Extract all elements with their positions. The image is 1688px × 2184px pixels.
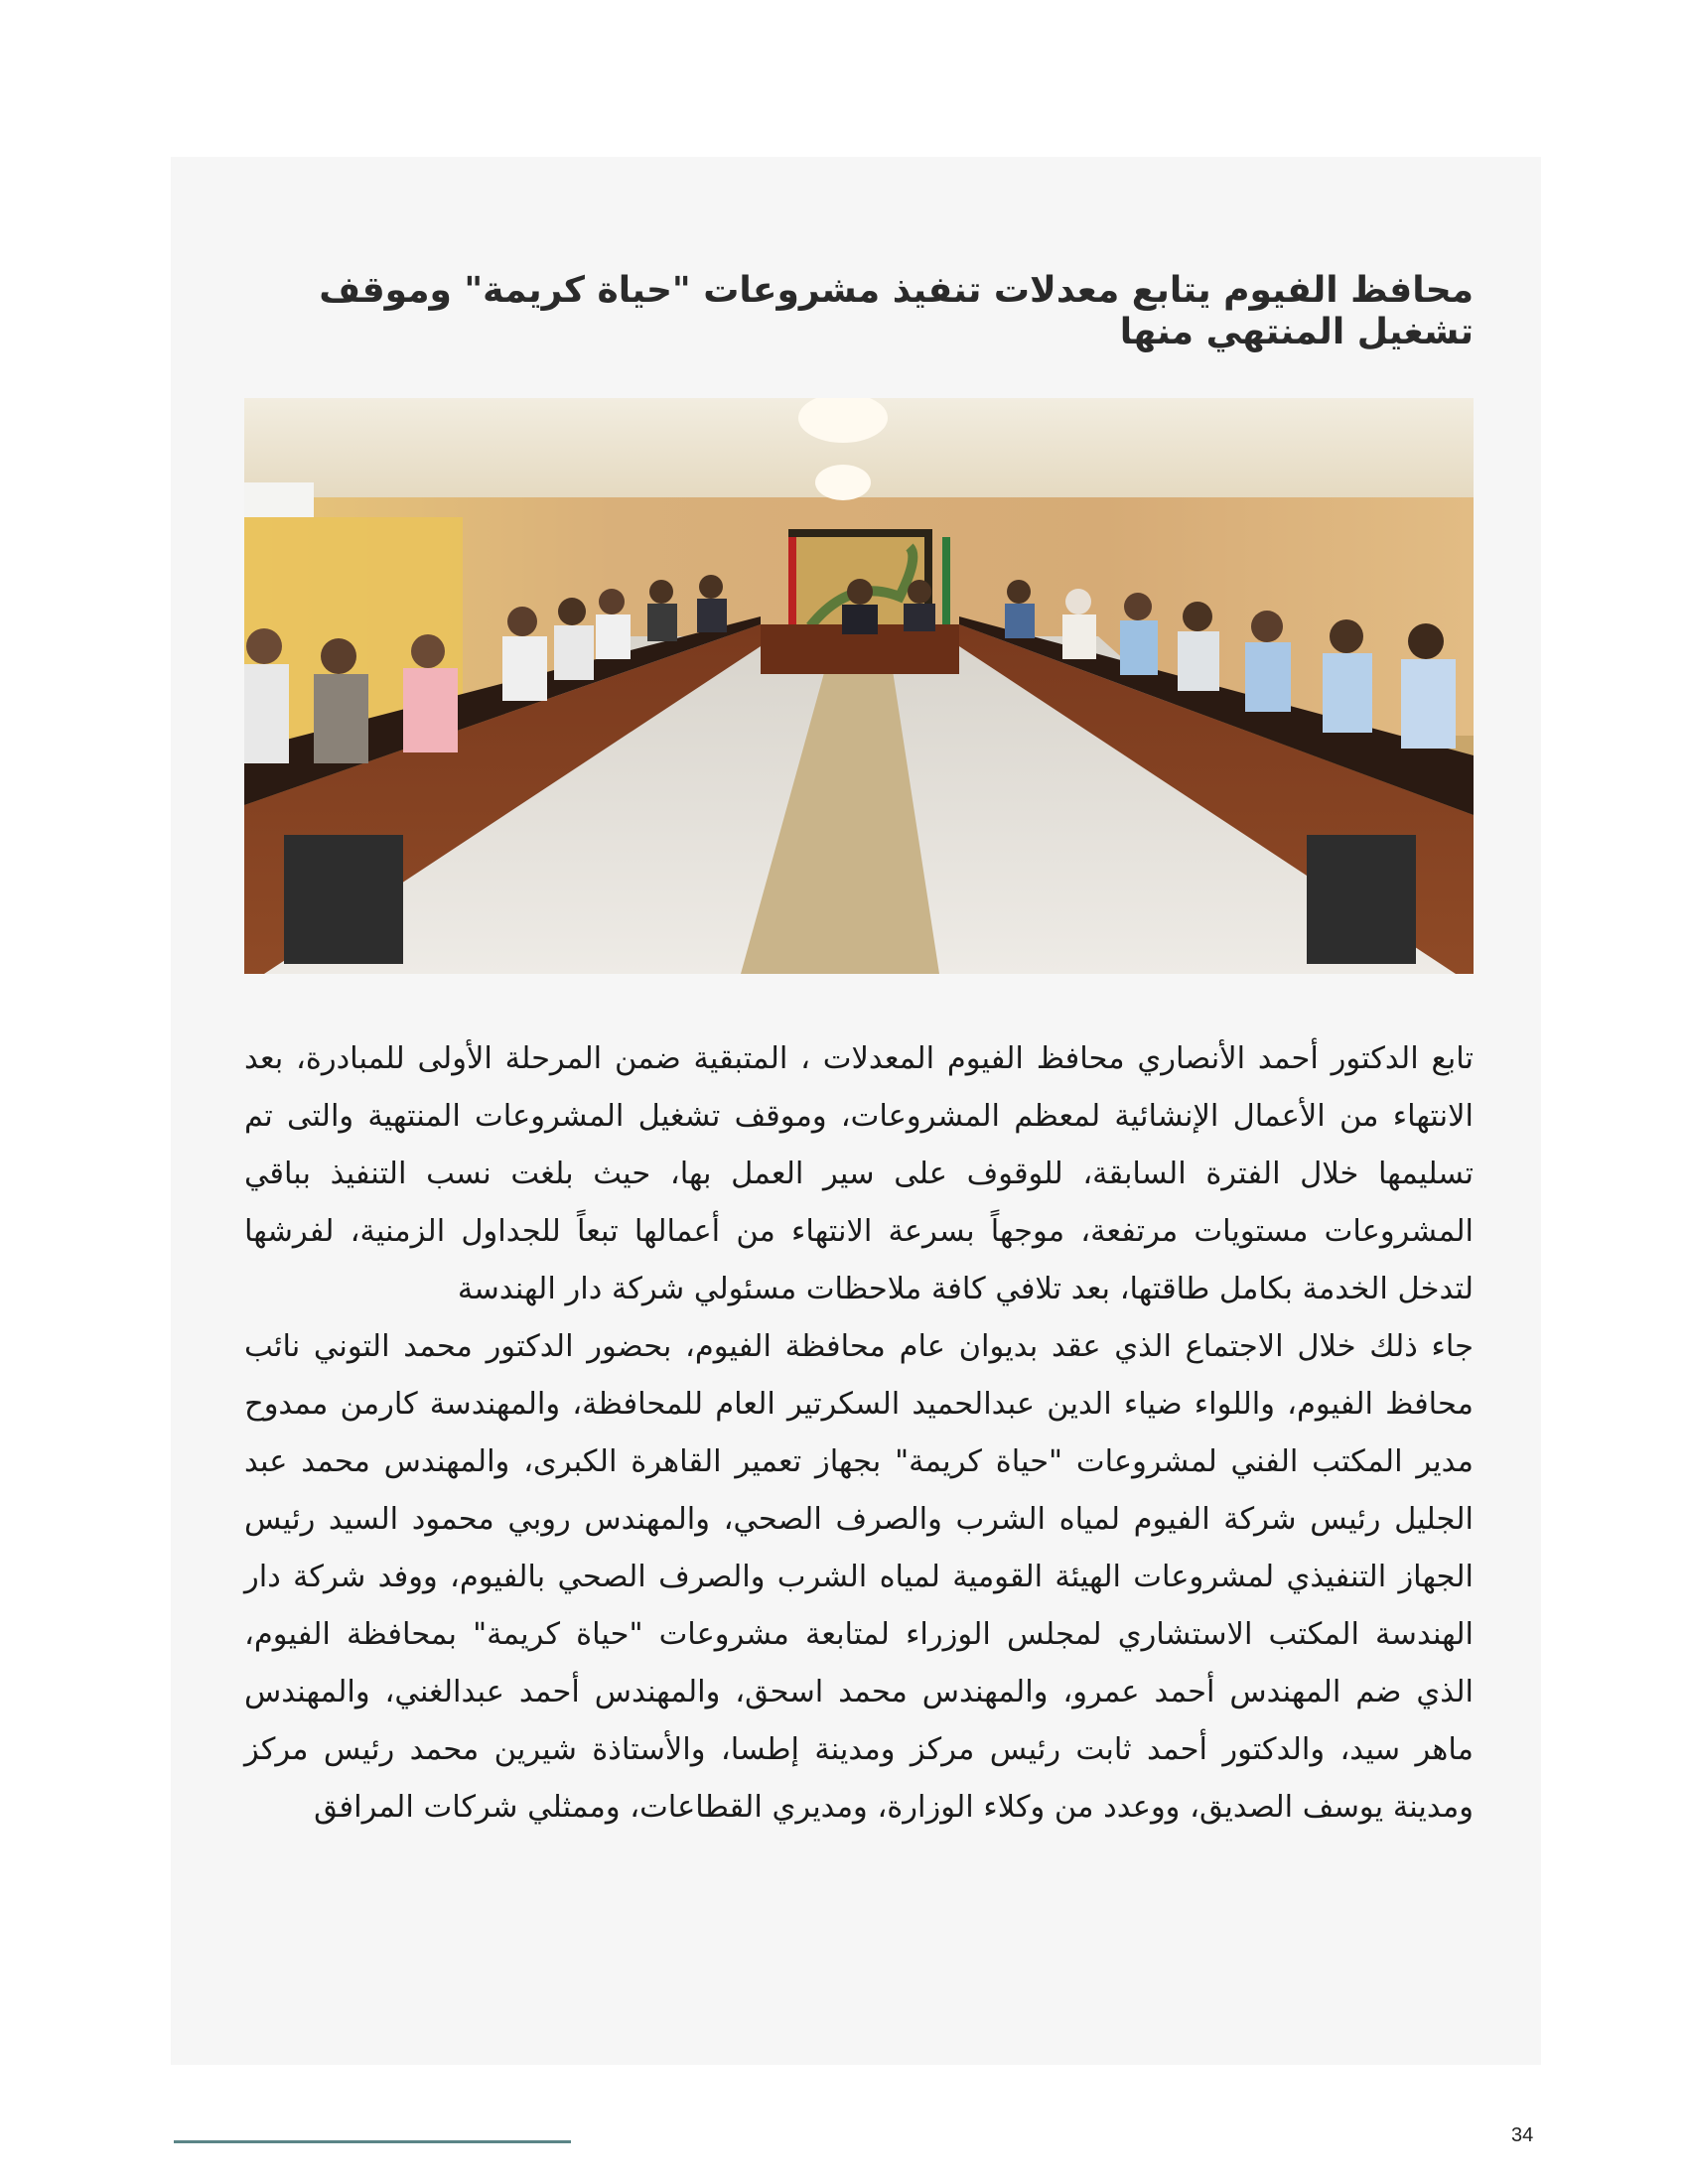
article-paragraph: جاء ذلك خلال الاجتماع الذي عقد بديوان عام محافظة الفيوم، بحضور الدكتور محمد التوني نائب محافظ الفيوم، واللواء ضياء الدين عبدالحميد السكرتير العام للمحافظة، والمهندسة كارمن ممدوح مدير المكتب الفني لمشروعات "حياة كريمة" بجهاز تعمير القاهرة الكبرى، والمهندس محمد عبد الجليل رئيس شركة الفيوم لمياه الشرب والصرف الصحي، والمهندس روبي محمود السيد رئيس الجهاز التنفيذي لمشروعات الهيئة القومية لمياه الشرب والصرف الصحي بالفيوم، ووفد شركة دار الهندسة المكتب الاستشاري لمجلس الوزراء لمتابعة مشروعات "حياة كريمة" بمحافظة الفيوم، الذي ضم المهندس أحمد عمرو، والمهندس محمد اسحق، والمهندس أحمد عبدالغني، والمهندس ماهر سيد، والدكتور أحمد ثابت رئيس مركز ومدينة إطسا، والأستاذة شيرين محمد رئيس مركز ومدينة يوسف الصديق، ووعدد من وكلاء الوزارة، ومديري القطاعات، وممثلي شركات المرافق: [244, 1329, 1474, 1825]
monitor: [284, 835, 403, 964]
meeting-photo-illustration: [244, 398, 1474, 974]
chairman: [847, 579, 873, 605]
article-title: محافظ الفيوم يتابع معدلات تنفيذ مشروعات "حياة كريمة" وموقف تشغيل المنتهي منها: [319, 270, 1474, 353]
article-paragraph: تابع الدكتور أحمد الأنصاري محافظ الفيوم المعدلات ، المتبقية ضمن المرحلة الأولى للمبادرة، بعد الانتهاء من الأعمال الإنشائية لمعظم المشروعات، وموقف تشغيل المشروعات المنتهية والتى تم تسليمها خلال الفترة السابقة، للوقوف على سير العمل بها، حيث بلغت نسب التنفيذ بباقي المشروعات مستويات مرتفعة، موجهاً بسرعة الانتهاء من أعمالها تبعاً للجداول الزمنية، لفرشها لتدخل الخدمة بكامل طاقتها، بعد تلافي كافة ملاحظات مسئولي شركة دار الهندسة: [244, 1041, 1474, 1306]
page-number: 34: [1511, 2124, 1534, 2146]
meeting-room-photo: [244, 398, 1474, 974]
ac-unit: [244, 482, 314, 517]
monitor: [1307, 835, 1416, 964]
footer-divider: [174, 2140, 571, 2143]
article-body: [244, 1030, 1474, 1837]
chandelier: [815, 465, 871, 500]
